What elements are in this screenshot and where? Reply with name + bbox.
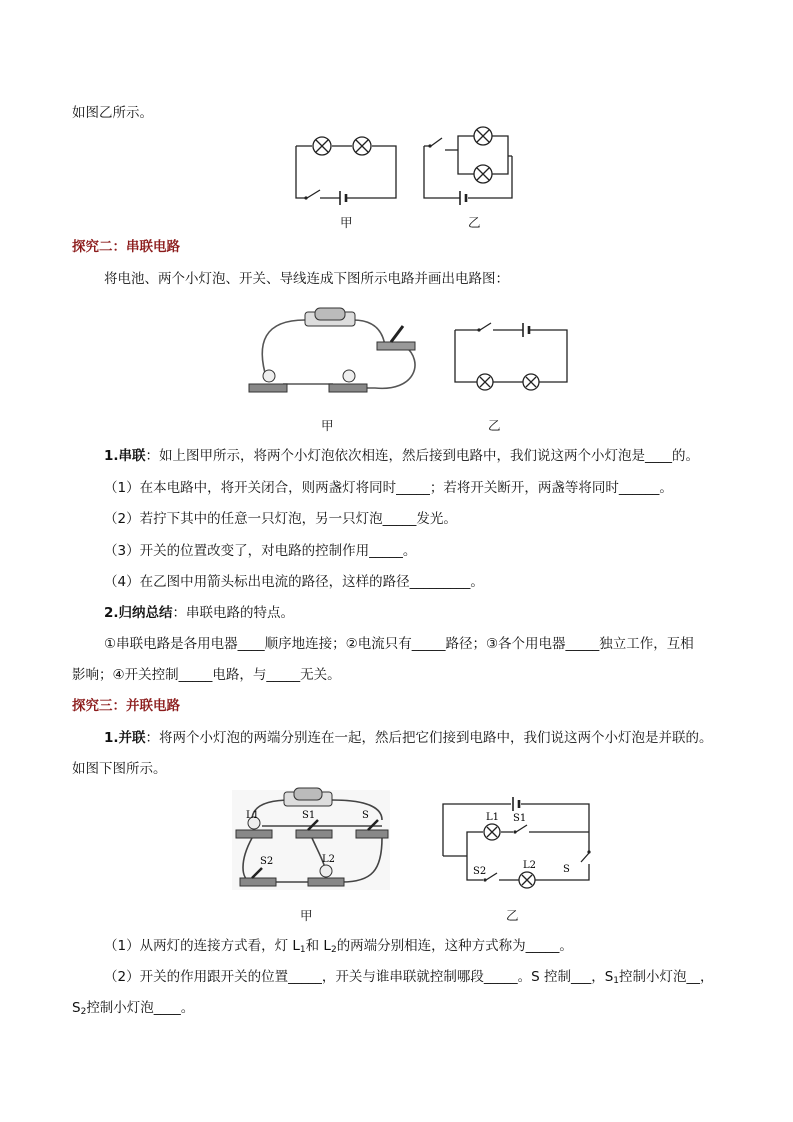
figure-3-caption-a: 甲 [300, 908, 313, 923]
switch-icon [428, 138, 442, 148]
parallel-q2-part-b: 控制小灯泡__， [619, 969, 714, 985]
figure-1-caption-b: 乙 [468, 215, 481, 230]
series-summary [104, 604, 294, 622]
bulb-icon [477, 374, 493, 390]
circuit-yi-1 [424, 127, 512, 205]
parallel-q2-sub-1: 1 [613, 976, 620, 986]
section-2-title: 探究二：串联电路 [72, 239, 180, 255]
figure-2-caption-b: 乙 [488, 418, 501, 433]
series-question-3: （3）开关的位置改变了，对电路的控制作用_____。 [104, 543, 417, 559]
parallel-definition [104, 729, 713, 747]
bulb-icon [474, 127, 492, 145]
parallel-q1-sub-1: 1 [299, 945, 306, 955]
parallel-q2-part-c: S [72, 1000, 81, 1016]
battery-icon [460, 191, 466, 205]
parallel-q2-part-d: 控制小灯泡____。 [86, 1000, 195, 1016]
series-summary-label: 2.归纳总结 [104, 605, 173, 621]
diagram-label-s1: S1 [513, 813, 527, 824]
diagram-label-s: S [563, 864, 570, 875]
diagram-label-l2: L2 [523, 860, 537, 871]
switch-icon [581, 850, 591, 862]
series-features-line-2: 影响；④开关控制_____电路，与_____无关。 [72, 667, 341, 683]
bulb-icon [484, 824, 500, 840]
battery-icon [523, 323, 529, 337]
battery-holder-icon [305, 308, 355, 326]
parallel-definition-text: ：将两个小灯泡的两端分别连在一起，然后把它们接到电路中，我们说这两个小灯泡是并联的。 [145, 730, 713, 746]
series-definition-text: ：如上图甲所示，将两个小灯泡依次相连，然后接到电路中，我们说这两个小灯泡是____的。 [145, 448, 700, 464]
series-definition-label: 1.串联 [104, 448, 146, 464]
diagram-label-s2: S2 [473, 866, 487, 877]
photo-label-l2: L2 [322, 854, 336, 865]
parallel-q2-sub-2: 2 [80, 1007, 87, 1017]
figure-3-caption-b: 乙 [506, 908, 519, 923]
parallel-question-2 [104, 968, 714, 990]
figure-3-parallel-photo [232, 790, 390, 890]
figure-2-series-diagram [455, 320, 575, 395]
figure-1-circuits [290, 128, 530, 208]
parallel-definition-cont: 如图下图所示。 [72, 761, 167, 777]
bulb-icon [519, 872, 535, 888]
diagram-label-l1: L1 [486, 812, 500, 823]
parallel-question-1 [104, 937, 573, 959]
series-summary-text: ：串联电路的特点。 [172, 605, 295, 621]
parallel-definition-label: 1.并联 [104, 730, 146, 746]
bulb-icon [523, 374, 539, 390]
bulb-icon [474, 165, 492, 183]
series-question-2: （2）若拧下其中的任意一只灯泡，另一只灯泡_____发光。 [104, 511, 457, 527]
circuit-jia-1 [296, 137, 396, 205]
photo-label-s1: S1 [302, 810, 316, 821]
parallel-q1-part-c: 的两端分别相连，这种方式称为_____。 [336, 938, 573, 954]
series-question-4: （4）在乙图中用箭头标出电流的路径，这样的路径_________。 [104, 574, 484, 590]
switch-icon [304, 190, 320, 200]
section-2-instruction: 将电池、两个小灯泡、开关、导线连成下图所示电路并画出电路图： [104, 271, 509, 287]
figure-2-series-photo [245, 302, 425, 402]
switch-icon [513, 825, 527, 834]
figure-1-caption-a: 甲 [340, 215, 353, 230]
bulb-holder-icon [329, 370, 367, 392]
section-3-title: 探究三：并联电路 [72, 698, 180, 714]
photo-label-l1: L1 [246, 810, 260, 821]
bulb-icon [313, 137, 331, 155]
parallel-q2-part-a: （2）开关的作用跟开关的位置_____，开关与谁串联就控制哪段_____。S 控制___，S [104, 969, 614, 985]
intro-line: 如图乙所示。 [72, 105, 153, 121]
figure-2-caption-a: 甲 [321, 418, 334, 433]
parallel-q1-part-a: （1）从两灯的连接方式看，灯 L [104, 938, 300, 954]
photo-label-s2: S2 [260, 856, 274, 867]
series-question-1: （1）在本电路中，将开关闭合，则两盏灯将同时_____；若将开关断开，两盏等将同时______。 [104, 480, 673, 496]
switch-icon [477, 323, 491, 332]
series-features-line-1: ①串联电路是各用电器____顺序地连接；②电流只有_____路径；③各个用电器_____独立工作，互相 [104, 636, 694, 652]
photo-label-s: S [362, 810, 369, 821]
battery-icon [513, 797, 519, 811]
figure-3-parallel-diagram [443, 796, 593, 888]
parallel-question-2-cont [72, 999, 194, 1021]
bulb-holder-icon [249, 370, 287, 392]
parallel-q1-sub-2: 2 [330, 945, 337, 955]
series-definition [104, 447, 699, 465]
battery-icon [340, 191, 346, 205]
bulb-icon [353, 137, 371, 155]
parallel-q1-part-b: 和 L [305, 938, 331, 954]
